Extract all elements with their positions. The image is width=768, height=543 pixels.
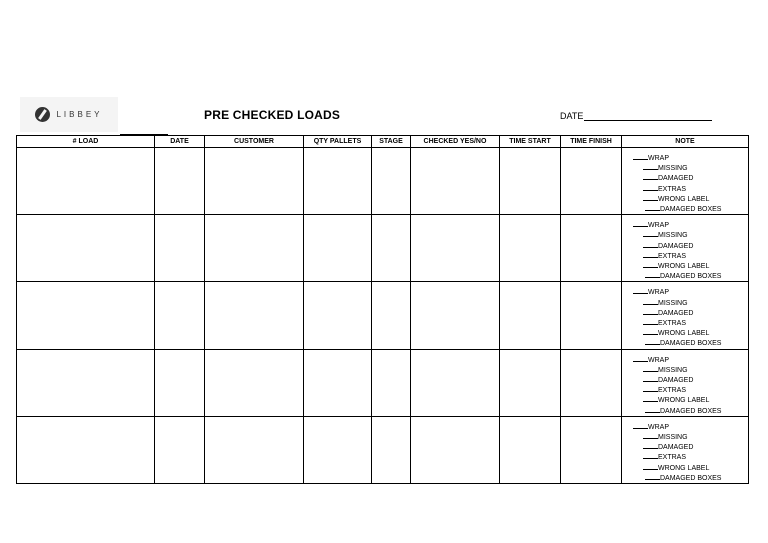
check-blank[interactable]: [643, 230, 658, 237]
note-option: [633, 271, 748, 281]
load-cell[interactable]: [17, 148, 155, 215]
page-title: PRE CHECKED LOADS: [204, 108, 341, 122]
note-option: [633, 220, 748, 230]
note-option: [633, 298, 748, 308]
note-checklist: [622, 417, 748, 483]
stage-cell[interactable]: [372, 416, 411, 483]
check-blank[interactable]: [633, 220, 648, 227]
note-option: [633, 328, 748, 338]
note-cell: [622, 349, 749, 416]
check-blank[interactable]: [643, 184, 658, 191]
libbey-logo-icon: [35, 107, 50, 122]
check-blank[interactable]: [643, 173, 658, 180]
check-blank[interactable]: [643, 194, 658, 201]
date-field[interactable]: [560, 111, 712, 121]
note-option: [633, 406, 748, 416]
qty-pallets-cell[interactable]: [304, 282, 372, 349]
check-blank[interactable]: [643, 163, 658, 170]
note-option: [633, 365, 748, 375]
note-option-label: DAMAGED: [658, 309, 694, 317]
note-option: [633, 204, 748, 214]
note-option-label: MISSING: [658, 366, 688, 374]
check-blank[interactable]: [643, 365, 658, 372]
checked-cell[interactable]: [411, 282, 500, 349]
check-blank[interactable]: [643, 385, 658, 392]
date-label: DATE: [560, 111, 584, 121]
table-row: [17, 215, 749, 282]
note-option: [633, 442, 748, 452]
check-blank[interactable]: [643, 375, 658, 382]
date-cell[interactable]: [155, 215, 205, 282]
column-header: STAGE: [372, 136, 411, 148]
time-finish-cell[interactable]: [561, 282, 622, 349]
column-header: # LOAD: [17, 136, 155, 148]
note-option-label: WRONG LABEL: [658, 263, 710, 271]
check-blank[interactable]: [643, 298, 658, 305]
note-option: [633, 463, 748, 473]
note-option: [633, 375, 748, 385]
time-start-cell[interactable]: [500, 148, 561, 215]
check-blank[interactable]: [645, 204, 660, 211]
check-blank[interactable]: [643, 241, 658, 248]
note-option: [633, 452, 748, 462]
note-option: [633, 318, 748, 328]
note-option-label: DAMAGED: [658, 444, 694, 452]
table-header-row: [17, 136, 749, 148]
customer-cell[interactable]: [205, 148, 304, 215]
column-header: NOTE: [622, 136, 749, 148]
stage-cell[interactable]: [372, 349, 411, 416]
checked-cell[interactable]: [411, 416, 500, 483]
note-cell: [622, 148, 749, 215]
note-option-label: MISSING: [658, 434, 688, 442]
column-header: TIME FINISH: [561, 136, 622, 148]
date-cell[interactable]: [155, 282, 205, 349]
customer-cell[interactable]: [205, 215, 304, 282]
note-option-label: WRONG LABEL: [658, 397, 710, 405]
note-cell: [622, 416, 749, 483]
check-blank[interactable]: [645, 473, 660, 480]
table-row: [17, 416, 749, 483]
column-header: TIME START: [500, 136, 561, 148]
load-cell[interactable]: [17, 282, 155, 349]
time-start-cell[interactable]: [500, 349, 561, 416]
stage-cell[interactable]: [372, 282, 411, 349]
column-header: CHECKED YES/NO: [411, 136, 500, 148]
check-blank[interactable]: [633, 355, 648, 362]
check-blank[interactable]: [643, 261, 658, 268]
date-blank-line[interactable]: [584, 111, 712, 121]
table-row: [17, 148, 749, 215]
check-blank[interactable]: [643, 251, 658, 258]
note-option: [633, 338, 748, 348]
libbey-logo: [20, 97, 118, 132]
customer-cell[interactable]: [205, 416, 304, 483]
note-option: [633, 251, 748, 261]
time-start-cell[interactable]: [500, 416, 561, 483]
check-blank[interactable]: [643, 318, 658, 325]
time-finish-cell[interactable]: [561, 416, 622, 483]
note-cell: [622, 282, 749, 349]
check-blank[interactable]: [645, 406, 660, 413]
note-option-label: DAMAGED BOXES: [660, 340, 722, 348]
load-cell[interactable]: [17, 416, 155, 483]
note-option-label: EXTRAS: [658, 387, 687, 395]
qty-pallets-cell[interactable]: [304, 148, 372, 215]
note-option-label: WRONG LABEL: [658, 464, 710, 472]
table-row: [17, 349, 749, 416]
check-blank[interactable]: [633, 287, 648, 294]
check-blank[interactable]: [643, 432, 658, 439]
check-blank[interactable]: [643, 328, 658, 335]
note-option-label: EXTRAS: [658, 320, 687, 328]
load-cell[interactable]: [17, 349, 155, 416]
note-option: [633, 153, 748, 163]
date-cell[interactable]: [155, 349, 205, 416]
check-blank[interactable]: [645, 338, 660, 345]
checked-cell[interactable]: [411, 215, 500, 282]
check-blank[interactable]: [643, 308, 658, 315]
loads-table: [16, 135, 749, 484]
checked-cell[interactable]: [411, 349, 500, 416]
note-option-label: DAMAGED: [658, 242, 694, 250]
note-option-label: DAMAGED: [658, 175, 694, 183]
table-row: [17, 282, 749, 349]
stage-cell[interactable]: [372, 215, 411, 282]
time-start-cell[interactable]: [500, 282, 561, 349]
time-finish-cell[interactable]: [561, 148, 622, 215]
note-option: [633, 184, 748, 194]
note-option-label: WRAP: [648, 356, 669, 364]
note-option: [633, 473, 748, 483]
note-option: [633, 230, 748, 240]
date-cell[interactable]: [155, 416, 205, 483]
check-blank[interactable]: [633, 422, 648, 429]
note-option-label: WRAP: [648, 222, 669, 230]
time-finish-cell[interactable]: [561, 349, 622, 416]
note-option-label: DAMAGED BOXES: [660, 273, 722, 281]
check-blank[interactable]: [633, 153, 648, 160]
note-checklist: [622, 215, 748, 281]
note-option: [633, 422, 748, 432]
column-header: DATE: [155, 136, 205, 148]
qty-pallets-cell[interactable]: [304, 349, 372, 416]
note-option-label: DAMAGED: [658, 377, 694, 385]
column-header: QTY PALLETS: [304, 136, 372, 148]
check-blank[interactable]: [643, 442, 658, 449]
logo-text: LIBBEY: [56, 110, 103, 119]
note-option-label: WRAP: [648, 155, 669, 162]
note-option: [633, 241, 748, 251]
note-checklist: [622, 282, 748, 348]
note-option-label: MISSING: [658, 232, 688, 240]
note-option-label: DAMAGED BOXES: [660, 206, 722, 214]
note-option: [633, 261, 748, 271]
stage-cell[interactable]: [372, 148, 411, 215]
qty-pallets-cell[interactable]: [304, 215, 372, 282]
note-option: [633, 194, 748, 204]
note-option-label: EXTRAS: [658, 185, 687, 193]
qty-pallets-cell[interactable]: [304, 416, 372, 483]
note-option-label: DAMAGED BOXES: [660, 407, 722, 415]
load-cell[interactable]: [17, 215, 155, 282]
note-cell: [622, 215, 749, 282]
check-blank[interactable]: [643, 463, 658, 470]
check-blank[interactable]: [643, 395, 658, 402]
note-option-label: WRONG LABEL: [658, 330, 710, 338]
note-option-label: WRONG LABEL: [658, 195, 710, 203]
note-option: [633, 173, 748, 183]
time-finish-cell[interactable]: [561, 215, 622, 282]
note-option-label: WRAP: [648, 289, 669, 297]
note-option: [633, 432, 748, 442]
note-checklist: [622, 350, 748, 416]
note-option-label: MISSING: [658, 165, 688, 173]
note-option: [633, 385, 748, 395]
note-option: [633, 355, 748, 365]
note-option: [633, 287, 748, 297]
customer-cell[interactable]: [205, 282, 304, 349]
checked-cell[interactable]: [411, 148, 500, 215]
customer-cell[interactable]: [205, 349, 304, 416]
note-option: [633, 163, 748, 173]
note-checklist: [622, 148, 748, 214]
note-option-label: EXTRAS: [658, 454, 687, 462]
date-cell[interactable]: [155, 148, 205, 215]
note-option: [633, 395, 748, 405]
check-blank[interactable]: [643, 452, 658, 459]
column-header: CUSTOMER: [205, 136, 304, 148]
note-option-label: MISSING: [658, 299, 688, 307]
note-option-label: DAMAGED BOXES: [660, 474, 722, 482]
check-blank[interactable]: [645, 271, 660, 278]
note-option: [633, 308, 748, 318]
time-start-cell[interactable]: [500, 215, 561, 282]
note-option-label: EXTRAS: [658, 252, 687, 260]
note-option-label: WRAP: [648, 423, 669, 431]
